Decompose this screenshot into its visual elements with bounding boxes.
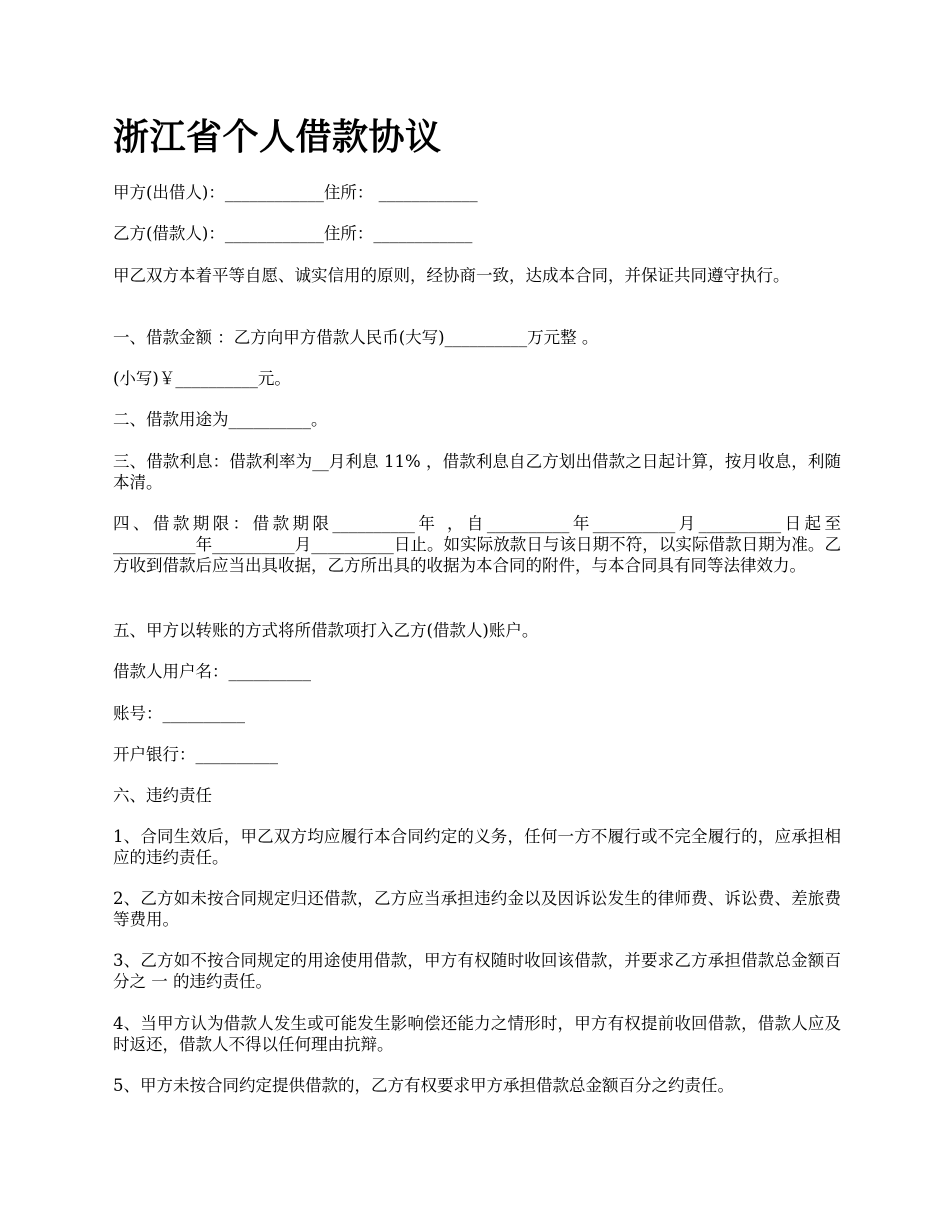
document-title: 浙江省个人借款协议 — [113, 116, 442, 158]
preamble-paragraph: 甲乙双方本着平等自愿、诚实信用的原则，经协商一致，达成本合同，并保证共同遵守执行。 — [113, 266, 790, 285]
clause-loan-amount-figures: (小写)￥__________元。 — [113, 369, 291, 388]
clause-transfer-method: 五、甲方以转账的方式将所借款项打入乙方(借款人)账户。 — [113, 621, 539, 640]
clause-loan-interest: 三、借款利息：借款利率为__月利息 11% ，借款利息自乙方划出借款之日起计算，按月收息，利随本清。 — [113, 452, 841, 492]
breach-item-4: 4、当甲方认为借款人发生或可能发生影响偿还能力之情形时，甲方有权提前收回借款，借款人应及时返还，借款人不得以任何理由抗辩。 — [113, 1014, 841, 1054]
clause-loan-amount: 一、借款金额 ：乙方向甲方借款人民币(大写)__________万元整 。 — [113, 328, 599, 347]
borrower-account-number: 账号：__________ — [113, 704, 245, 723]
breach-item-2: 2、乙方如未按合同规定归还借款，乙方应当承担违约金以及因诉讼发生的律师费、诉讼费、差旅费等费用。 — [113, 889, 841, 929]
borrower-bank: 开户银行：__________ — [113, 745, 278, 764]
section-breach-liability: 六、违约责任 — [113, 786, 212, 805]
breach-item-3: 3、乙方如不按合同规定的用途使用借款，甲方有权随时收回该借款，并要求乙方承担借款总金额百分之 一 的违约责任。 — [113, 951, 841, 991]
party-b-line: 乙方(借款人)：____________住所：____________ — [113, 224, 473, 243]
clause-loan-purpose: 二、借款用途为__________。 — [113, 410, 328, 429]
breach-item-5: 5、甲方未按合同约定提供借款的，乙方有权要求甲方承担借款总金额百分之约责任。 — [113, 1076, 734, 1095]
borrower-account-name: 借款人用户名：__________ — [113, 662, 311, 681]
clause-loan-term: 四、借款期限：借款期限__________年 ，自__________年__________月__________日起至__________年__________月__________日止。如实际放款日与该日期不符，以实际借款日期为准。乙方收到借款后应当出具收据，乙方所出具的收据为本合同的附件，与本合同具有同等法律效力。 — [113, 514, 841, 575]
party-a-line: 甲方(出借人)：____________住所： ____________ — [113, 183, 478, 202]
breach-item-1: 1、合同生效后，甲乙双方均应履行本合同约定的义务，任何一方不履行或不完全履行的，应承担相应的违约责任。 — [113, 827, 841, 867]
